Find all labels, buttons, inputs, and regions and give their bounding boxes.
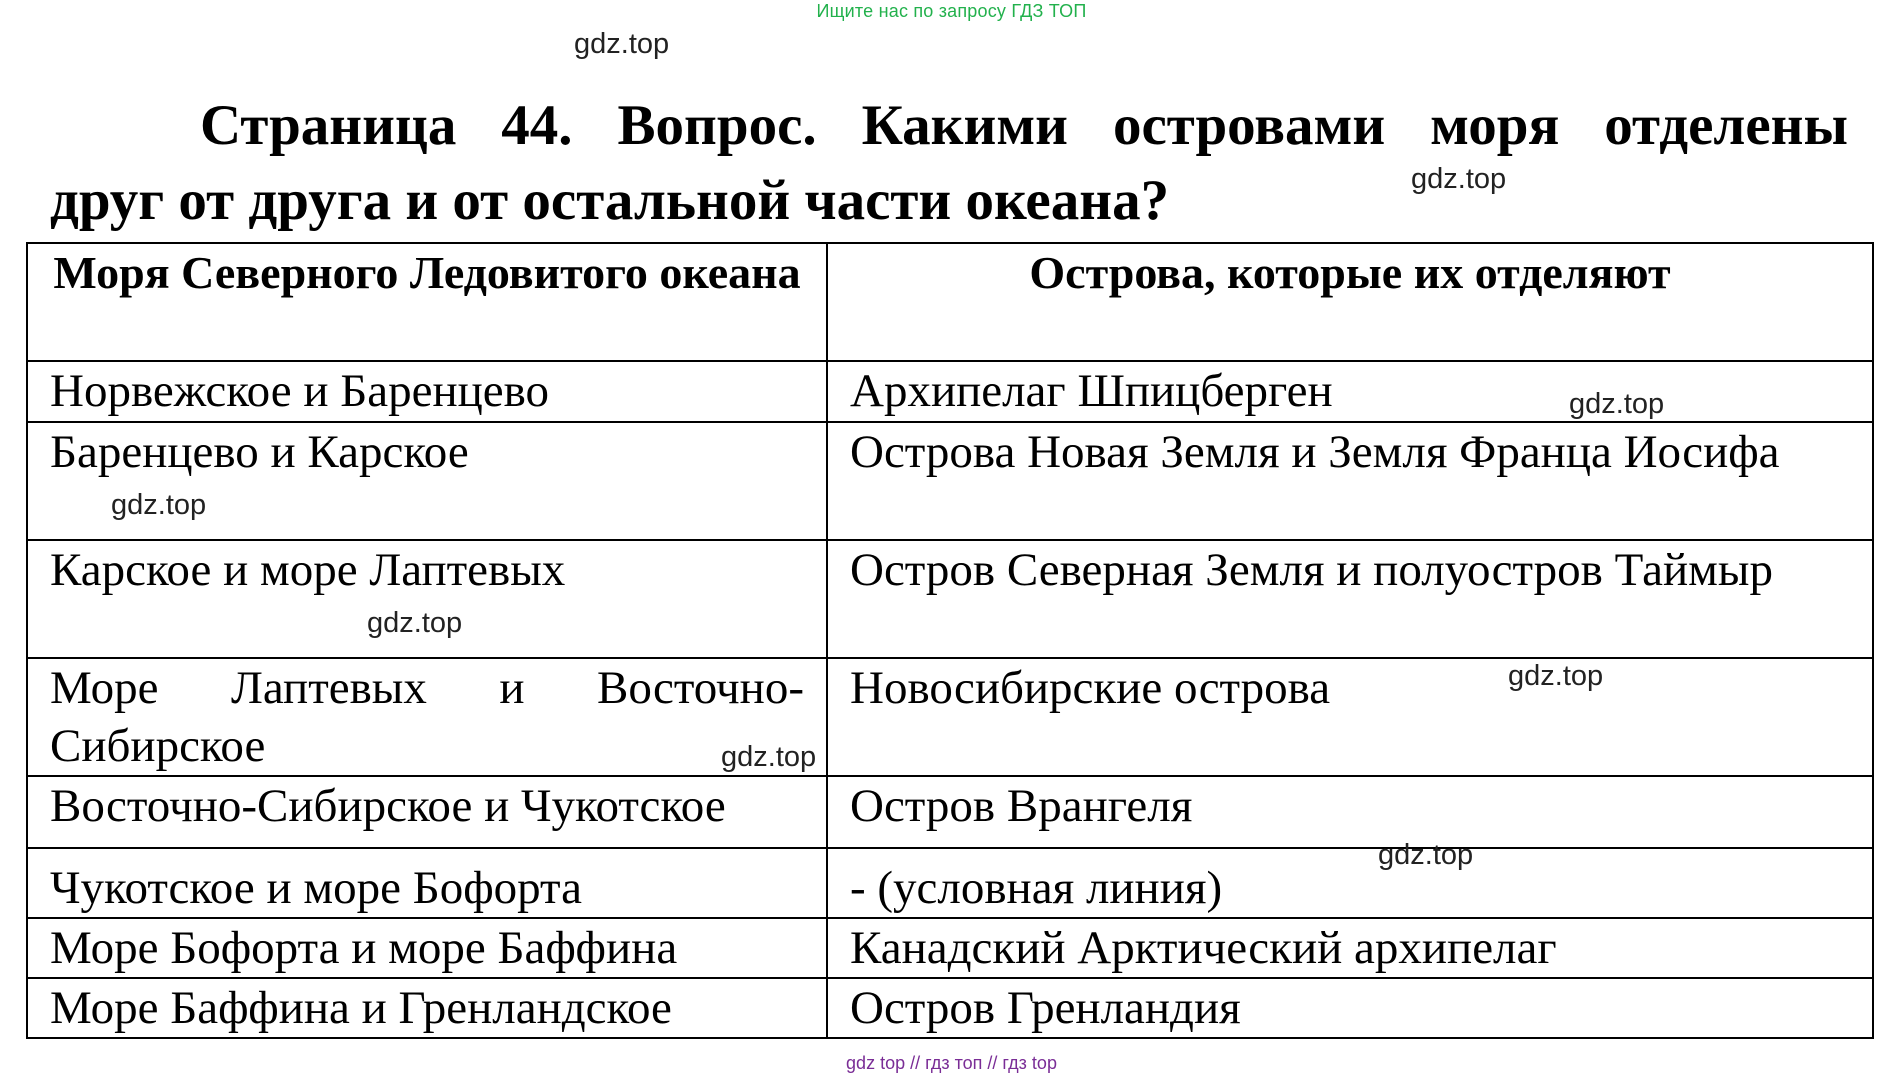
watermark: gdz.top bbox=[1411, 163, 1507, 195]
islands-cell bbox=[827, 422, 1873, 540]
table-row bbox=[27, 422, 1873, 540]
header-seas: Моря Северного Ледовитого океана bbox=[27, 243, 827, 361]
seas-table bbox=[26, 242, 1874, 1039]
islands-cell: Новосибирские острова bbox=[827, 658, 1873, 776]
sea-cell: Карское и море Лаптевых bbox=[27, 540, 827, 658]
table-header-row bbox=[27, 243, 1873, 361]
islands-text: Острова Новая Земля и Земля Франца Иосифа bbox=[850, 426, 1780, 478]
table-row bbox=[27, 848, 1873, 918]
watermark: gdz.top bbox=[111, 489, 207, 521]
watermark: gdz.top bbox=[1569, 388, 1665, 420]
page-title-line-1: Страница 44. Вопрос. Какими островами моря отделены bbox=[200, 94, 1848, 157]
watermark: gdz.top bbox=[1378, 839, 1474, 871]
sea-cell: Море Баффина и Гренландское bbox=[27, 978, 827, 1038]
sea-cell: Норвежское и Баренцево bbox=[27, 361, 827, 422]
watermark: gdz.top bbox=[367, 607, 463, 639]
table-row bbox=[27, 776, 1873, 848]
table-row bbox=[27, 978, 1873, 1038]
table-row bbox=[27, 540, 1873, 658]
islands-cell: Остров Врангеля bbox=[827, 776, 1873, 848]
watermark: gdz.top bbox=[1508, 660, 1604, 692]
header-islands: Острова, которые их отделяют bbox=[827, 243, 1873, 361]
watermark: gdz.top bbox=[721, 741, 817, 773]
sea-cell bbox=[27, 658, 827, 776]
islands-text: Остров Северная Земля и полуостров Таймыр bbox=[850, 544, 1773, 596]
islands-cell: - (условная линия) bbox=[827, 848, 1873, 918]
footer-watermark: gdz top // гдз топ // гдз top bbox=[846, 1053, 1057, 1073]
sea-cell: Море Бофорта и море Баффина bbox=[27, 918, 827, 978]
sea-cell: Баренцево и Карское bbox=[27, 422, 827, 540]
watermark: gdz.top bbox=[574, 28, 670, 60]
islands-cell: Архипелаг Шпицберген bbox=[827, 361, 1873, 422]
islands-cell: Остров Гренландия bbox=[827, 978, 1873, 1038]
islands-cell: Канадский Арктический архипелаг bbox=[827, 918, 1873, 978]
sea-cell: Восточно-Сибирское и Чукотское bbox=[27, 776, 827, 848]
sea-text: Море Лаптевых и Восточно-Сибирское bbox=[50, 662, 804, 772]
islands-cell bbox=[827, 540, 1873, 658]
page-title-line-2: друг от друга и от остальной части океана? bbox=[50, 169, 1170, 232]
sea-cell: Чукотское и море Бофорта bbox=[27, 848, 827, 918]
table-row bbox=[27, 918, 1873, 978]
page-title bbox=[50, 88, 1848, 238]
top-banner: Ищите нас по запросу ГДЗ ТОП bbox=[816, 1, 1087, 21]
